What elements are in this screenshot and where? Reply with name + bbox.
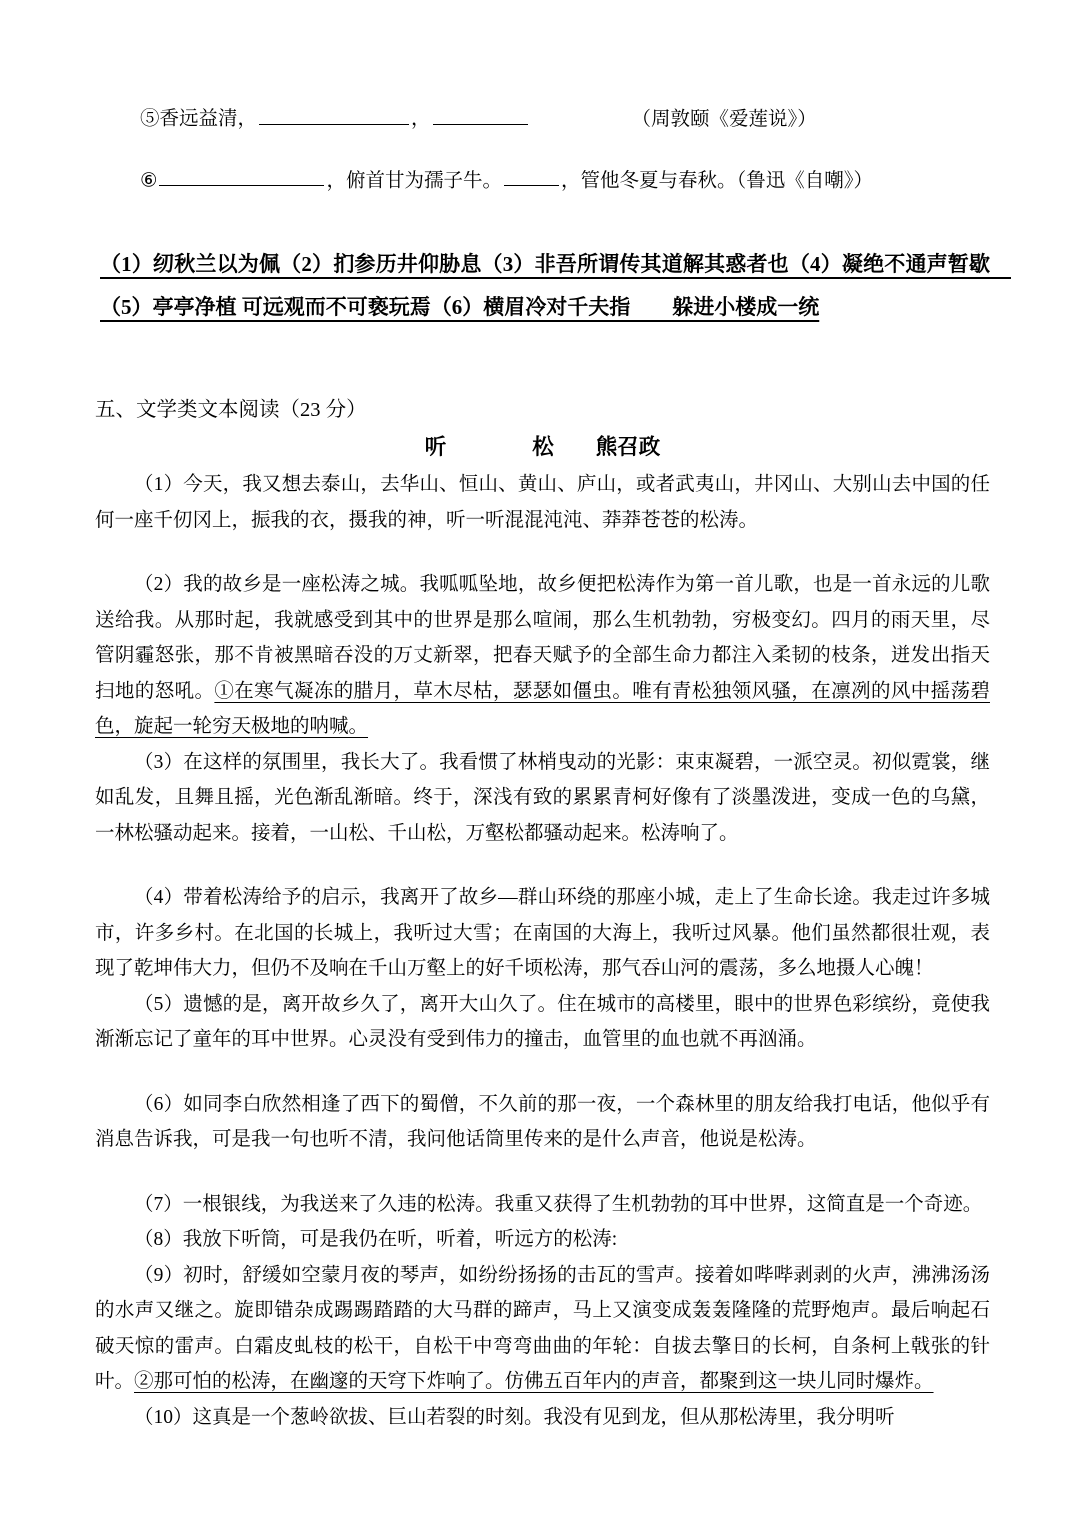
paragraph-text: （8）我放下听筒，可是我仍在听，听着，听远方的松涛: bbox=[134, 1229, 618, 1250]
paragraph-text: （10）这真是一个葱岭欲拔、巨山若裂的时刻。我没有见到龙，但从那松涛里，我分明听 bbox=[134, 1406, 895, 1428]
underlined-sentence: ②那可怕的松涛，在幽邃的天穹下炸响了。仿佛五百年内的声音，都聚到这一块儿同时爆炸。 bbox=[134, 1371, 934, 1392]
item6-number: ⑥ bbox=[140, 170, 158, 191]
underlined-sentence: ①在寒气凝冻的腊月，草木尽枯，瑟瑟如僵虫。唯有青松独领风骚，在凛冽的风中摇荡碧色，旋起一轮穷天极地的呐喊。 bbox=[95, 680, 990, 737]
paragraph-text: （9）初时，舒缓如空蒙月夜的琴声，如纷纷扬扬的击瓦的雪声。接着如哔哔剥剥的火声，沸沸汤汤的水声又继之。旋即错杂成踢踢踏踏的大马群的蹄声，马上又演变成轰轰隆隆的荒野炮声。最后响起石破天惊的雷声。白霜皮虬枝的松干，自松干中弯弯曲曲的年轮：自拔去擎日的长柯，自条柯上戟张的针叶。 bbox=[95, 1264, 990, 1392]
item6-tail-text: ，管他冬夏与春秋。（鲁迅《自嘲》） bbox=[561, 170, 874, 191]
section-heading: 五、文学类文本阅读（23 分） bbox=[95, 399, 367, 421]
answer-blank-1 bbox=[259, 104, 409, 125]
paragraph-text: （3）在这样的氛围里，我长大了。我看惯了林梢曳动的光影：束束凝碧，一派空灵。初似霓裳，继如乱发，且舞且摇，光色渐乱渐暗。终于，深浅有致的累累青柯好像有了淡墨泼进，变成一色的乌黛，一林松骚动起来。接着，一山松、千山松，万壑松都骚动起来。松涛响了。 bbox=[95, 751, 990, 844]
article-paragraph bbox=[95, 1258, 990, 1400]
answer-blank-4 bbox=[504, 166, 559, 187]
article-title-line bbox=[95, 431, 990, 463]
paragraph-text: （4）带着松涛给予的启示，我离开了故乡—群山环绕的那座小城，走上了生命长途。我走过许多城市，许多乡村。在北国的长城上，我听过大雪；在南国的大海上，我听过风暴。他们虽然都很壮观，表现了乾坤伟大力，但仍不及响在千山万壑上的好千顷松涛，那气吞山河的震荡，多么地摄人心魄！ bbox=[95, 887, 990, 979]
article-paragraph bbox=[95, 1187, 990, 1223]
article-paragraph bbox=[95, 987, 990, 1058]
paragraph-text: （1）今天，我又想去泰山，去华山、恒山、黄山、庐山，或者武夷山，井冈山、大别山去中国的任何一座千仞冈上，振我的衣，摄我的神，听一听混混沌沌、莽莽苍苍的松涛。 bbox=[95, 474, 990, 531]
item5-prompt: ⑤香远益清， bbox=[140, 108, 258, 130]
article-paragraph bbox=[95, 1222, 990, 1258]
article-author: 熊召政 bbox=[595, 435, 661, 459]
item6-mid-text: ，俯首甘为孺子牛。 bbox=[326, 170, 502, 191]
article-title: 听 松 bbox=[424, 435, 554, 459]
answer-blank-2 bbox=[433, 104, 528, 125]
article-paragraph bbox=[95, 567, 990, 745]
article-paragraph bbox=[95, 880, 990, 987]
recitation-item-5 bbox=[140, 104, 990, 135]
article-paragraph bbox=[95, 745, 990, 852]
reference-answers: （1）纫秋兰以为佩（2）扪参历井仰胁息（3）非吾所谓传其道解其惑者也（4）凝绝不通声暂歇 （5）亭亭净植 可远观而不可亵玩焉（6）横眉冷对千夫指 躲进小楼成一统 bbox=[100, 252, 1011, 319]
paragraph-text: （2）我的故乡是一座松涛之城。我呱呱坠地，故乡便把松涛作为第一首儿歌，也是一首永远的儿歌送给我。从那时起，我就感受到其中的世界是那么喧闹，那么生机勃勃，穷极变幻。四月的雨天里，尽管阴霾怒张，那不肯被黑暗吞没的万丈新翠，把春天赋予的全部生命力都注入柔韧的枝条，迸发出指天扫地的怒吼。 bbox=[95, 574, 990, 702]
item5-source: （周敦颐《爱莲说》） bbox=[631, 108, 817, 130]
item5-separator: ， bbox=[411, 108, 431, 130]
paragraph-text: （6）如同李白欣然相逢了西下的蜀僧，不久前的那一夜，一个森林里的朋友给我打电话，他似乎有消息告诉我，可是我一句也听不清，我问他话筒里传来的是什么声音，他说是松涛。 bbox=[95, 1093, 990, 1150]
paragraph-text: （5）遗憾的是，离开故乡久了，离开大山久了。住在城市的高楼里，眼中的世界色彩缤纷，竟使我渐渐忘记了童年的耳中世界。心灵没有受到伟力的撞击，血管里的血也就不再汹涌。 bbox=[95, 993, 990, 1050]
article-paragraphs bbox=[95, 467, 990, 1435]
article-paragraph bbox=[95, 1087, 990, 1158]
answer-blank-3 bbox=[159, 166, 324, 187]
recitation-item-6 bbox=[140, 166, 990, 197]
article-paragraph bbox=[95, 1400, 990, 1436]
paragraph-text: （7）一根银线，为我送来了久违的松涛。我重又获得了生机勃勃的耳中世界，这简直是一个奇迹。 bbox=[134, 1193, 983, 1215]
article-paragraph bbox=[95, 467, 990, 538]
